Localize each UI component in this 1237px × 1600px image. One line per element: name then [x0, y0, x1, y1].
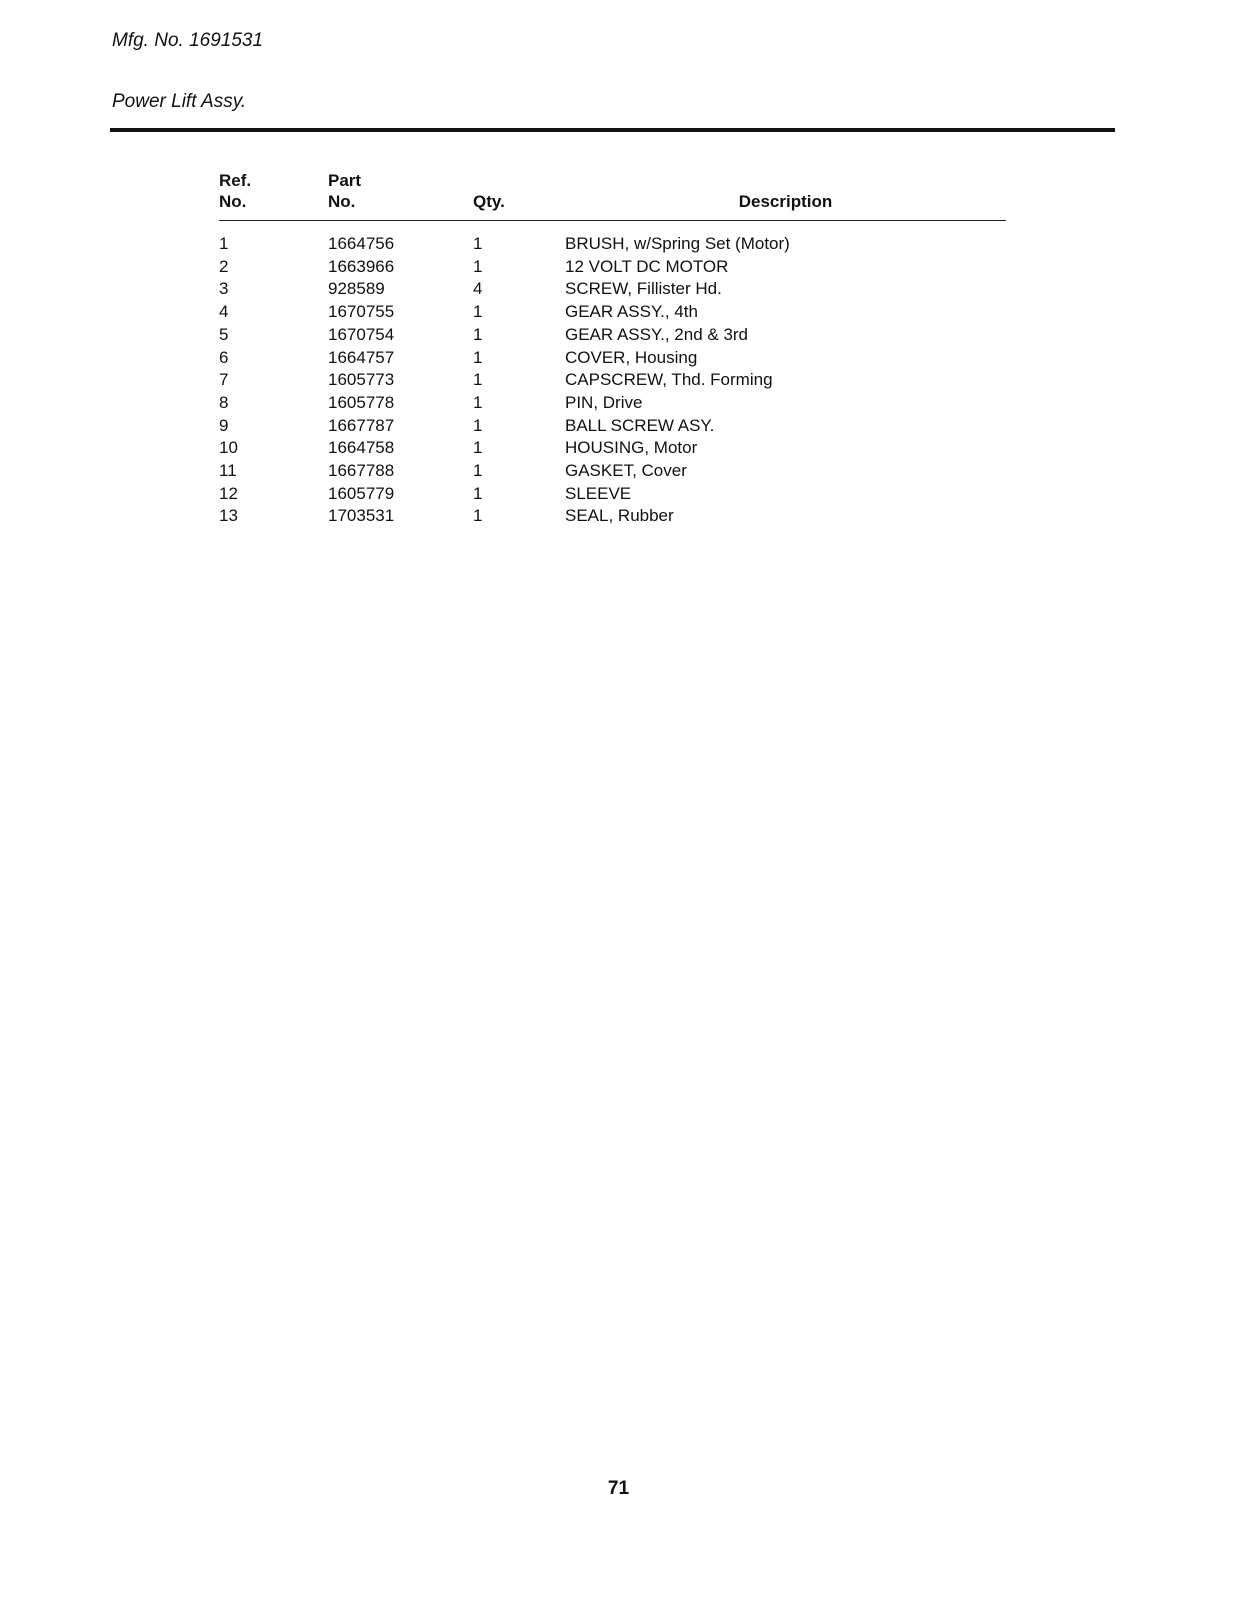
part-no-cell: 1670755 — [328, 302, 395, 322]
part-no-cell: 1670754 — [328, 324, 395, 344]
description-cell: BRUSH, w/Spring Set (Motor) — [565, 234, 790, 253]
qty-cell: 1 — [473, 392, 483, 412]
ref-no-cell: 5 — [219, 324, 229, 344]
description-cell: CAPSCREW, Thd. Forming — [565, 370, 773, 390]
table-row — [219, 392, 1006, 415]
table-row — [219, 483, 1006, 506]
qty-cell: 1 — [473, 415, 483, 435]
ref-no-cell: 8 — [219, 392, 229, 412]
description-cell: BALL SCREW ASY. — [565, 415, 715, 435]
qty-cell: 1 — [473, 234, 483, 253]
ref-no-cell: 12 — [219, 483, 238, 503]
table-spacer — [219, 221, 1006, 234]
header-rule — [110, 128, 1115, 132]
ref-no-cell: 4 — [219, 302, 229, 322]
table-row — [219, 324, 1006, 347]
page-number: 71 — [607, 1478, 630, 1499]
description-cell: 12 VOLT DC MOTOR — [565, 256, 729, 276]
table-row — [219, 347, 1006, 370]
part-no-cell: 1605778 — [328, 392, 395, 412]
qty-cell: 1 — [473, 506, 483, 526]
header-qty: Qty. — [473, 170, 565, 221]
qty-cell: 1 — [473, 302, 483, 322]
ref-no-cell: 1 — [219, 234, 229, 253]
part-no-cell: 1605779 — [328, 483, 395, 503]
part-no-cell: 1664756 — [328, 234, 395, 253]
part-no-cell: 1703531 — [328, 506, 395, 526]
part-no-cell: 1664757 — [328, 347, 395, 367]
mfg-number: Mfg. No. 1691531 — [112, 30, 264, 51]
part-no-cell: 1667787 — [328, 415, 395, 435]
qty-cell: 1 — [473, 461, 483, 481]
description-cell: GEAR ASSY., 4th — [565, 302, 698, 322]
table-row — [219, 369, 1006, 392]
header-ref-no: Ref. No. — [219, 170, 328, 221]
table-header-row — [219, 170, 1006, 221]
ref-no-cell: 10 — [219, 438, 238, 458]
table-row — [219, 301, 1006, 324]
ref-no-cell: 13 — [219, 506, 238, 526]
description-cell: PIN, Drive — [565, 392, 643, 412]
part-no-cell: 928589 — [328, 279, 385, 299]
ref-no-cell: 7 — [219, 370, 229, 390]
description-cell: GASKET, Cover — [565, 461, 687, 481]
table-row — [219, 256, 1006, 279]
description-cell: HOUSING, Motor — [565, 438, 698, 458]
qty-cell: 1 — [473, 483, 483, 503]
table-row — [219, 233, 1006, 256]
qty-cell: 1 — [473, 347, 483, 367]
ref-no-cell: 11 — [219, 461, 237, 481]
qty-cell: 1 — [473, 256, 483, 276]
qty-cell: 1 — [473, 438, 483, 458]
ref-no-cell: 2 — [219, 256, 229, 276]
parts-table — [219, 170, 1006, 528]
parts-table-body — [219, 221, 1006, 529]
description-cell: SEAL, Rubber — [565, 506, 674, 526]
part-no-cell: 1663966 — [328, 256, 395, 276]
table-row — [219, 415, 1006, 438]
part-no-cell: 1605773 — [328, 370, 395, 390]
qty-cell: 1 — [473, 324, 483, 344]
ref-no-cell: 6 — [219, 347, 229, 367]
section-title: Power Lift Assy. — [112, 91, 247, 112]
table-row — [219, 460, 1006, 483]
header-part-no: Part No. — [328, 170, 473, 221]
ref-no-cell: 9 — [219, 415, 229, 435]
part-no-cell: 1664758 — [328, 438, 395, 458]
description-cell: GEAR ASSY., 2nd & 3rd — [565, 324, 749, 344]
header-description: Description — [565, 170, 1006, 221]
qty-cell: 1 — [473, 370, 483, 390]
qty-cell: 4 — [473, 279, 483, 299]
description-cell: SLEEVE — [565, 483, 632, 503]
description-cell: COVER, Housing — [565, 347, 698, 367]
table-row — [219, 278, 1006, 301]
table-row — [219, 505, 1006, 528]
table-row — [219, 437, 1006, 460]
part-no-cell: 1667788 — [328, 461, 395, 481]
ref-no-cell: 3 — [219, 279, 229, 299]
description-cell: SCREW, Fillister Hd. — [565, 279, 722, 299]
